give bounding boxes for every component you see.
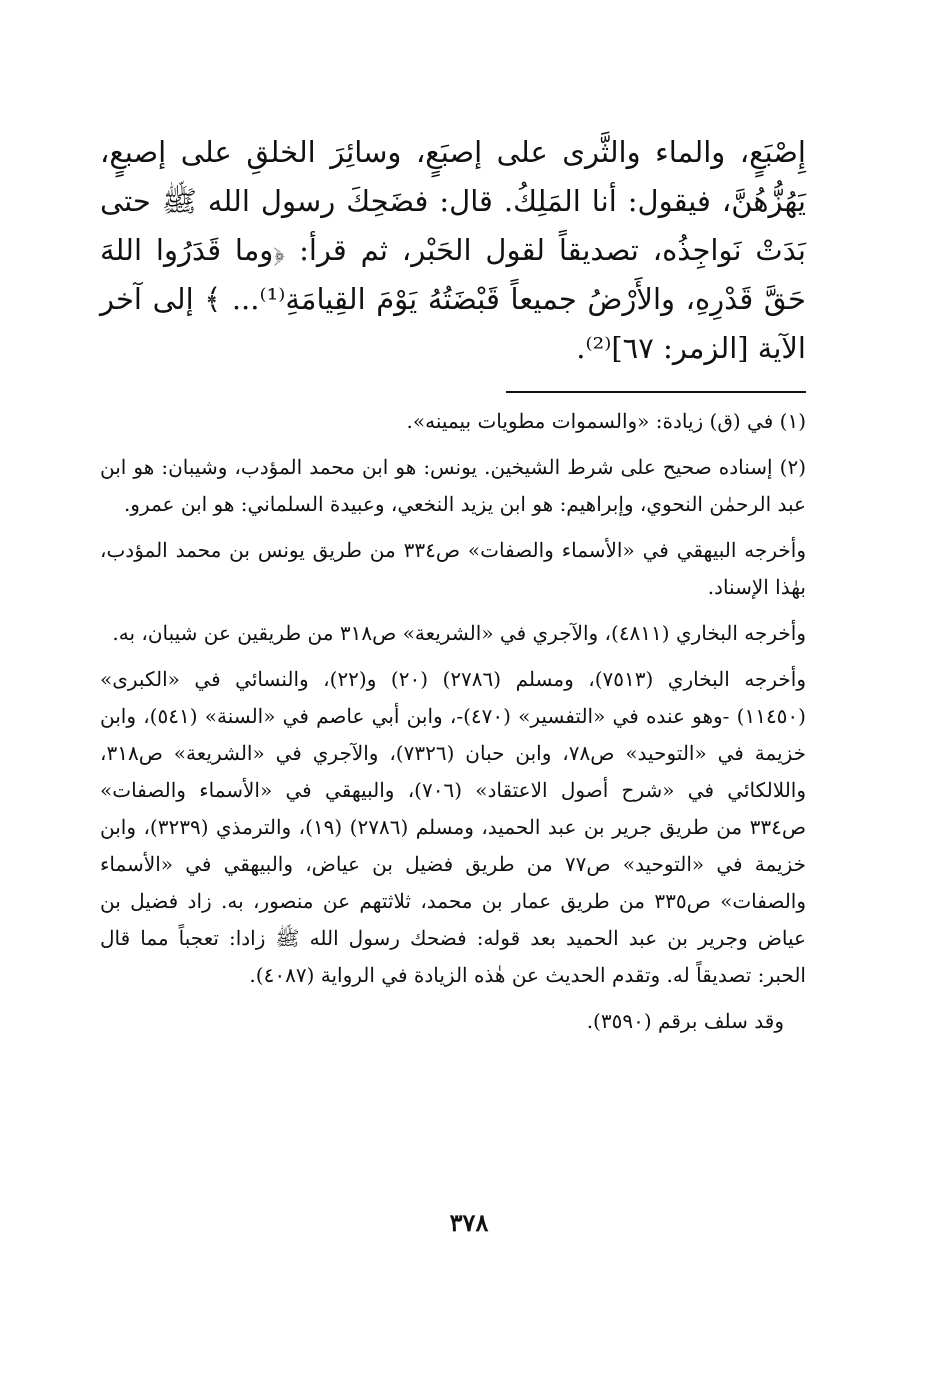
footnote-divider: [506, 391, 806, 393]
page-number: ٣٧٨: [449, 1208, 489, 1237]
footnote-2-source-4: وقد سلف برقم (٣٥٩٠).: [586, 1009, 784, 1033]
footnote-2-source-1: وأخرجه البيهقي في «الأسماء والصفات» ص٣٣٤ من طريق يونس بن محمد المؤدب، بهٰذا الإسناد.: [100, 538, 807, 599]
footnote-2: (٢) إسناده صحيح على شرط الشيخين. يونس: هو ابن محمد المؤدب، وشيبان: هو ابن عبد الرحمٰن النحوي، وإبراهيم: هو ابن يزيد النخعي، وعبيدة السلماني: هو ابن عمرو.: [100, 455, 806, 516]
footnote-2-source-2: وأخرجه البخاري (٤٨١١)، والآجري في «الشريعة» ص٣١٨ من طريقين عن شيبان، به.: [112, 621, 806, 645]
page-body: [100, 128, 806, 1049]
footnotes: [100, 403, 806, 1040]
footnote-2-source-3: وأخرجه البخاري (٧٥١٣)، ومسلم (٢٧٨٦) (٢٠) و(٢٢)، والنسائي في «الكبرى» (١١٤٥٠) -وهو عنده في «التفسير» (٤٧٠)-، وابن أبي عاصم في «السنة» (٥٤١)، وابن خزيمة في «التوحيد» ص٧٨، وابن حبان (٧٣٢٦)، والآجري في «الشريعة» ص٣١٨، واللالكائي في «شرح أصول الاعتقاد» (٧٠٦)، والبيهقي في «الأسماء والصفات» ص٣٣٤ من طريق جرير بن عبد الحميد، ومسلم (٢٧٨٦) (١٩)، والترمذي (٣٢٣٩)، وابن خزيمة في «التوحيد» ص٧٧ من طريق فضيل بن عياض، والبيهقي في «الأسماء والصفات» ص٣٣٥ من طريق عمار بن محمد، ثلاثتهم عن منصور، به. زاد فضيل بن عياض وجرير بن عبد الحميد بعد قوله: فضحك رسول الله ﷺ زادا: تعجباً مما قال الحبر: تصديقاً له. وتقدم الحديث عن هٰذه الزيادة في الرواية (٤٠٨٧).: [100, 667, 807, 987]
main-text-paragraph: إِصْبَعٍ، والماء والثَّرى على إصبَعٍ، وسائِرَ الخلقِ على إصبعٍ، يَهُزُّهُنَّ، فيقول: أنا المَلِكُ. قال: فضَحِكَ رسول الله ﷺ حتى بَدَتْ نَواجِذُه، تصديقاً لقول الحَبْر، ثم قرأ: ﴿وما قَدَرُوا اللهَ حَقَّ قَدْرِهِ، والأَرْضُ جميعاً قَبْضَتُهُ يَوْمَ القِيامَةِ⁽¹⁾... ﴾ إلى آخر الآية [الزمر: ٦٧]⁽²⁾.: [100, 135, 806, 365]
footnote-1: (١) في (ق) زيادة: «والسموات مطويات بيمينه».: [406, 409, 806, 433]
